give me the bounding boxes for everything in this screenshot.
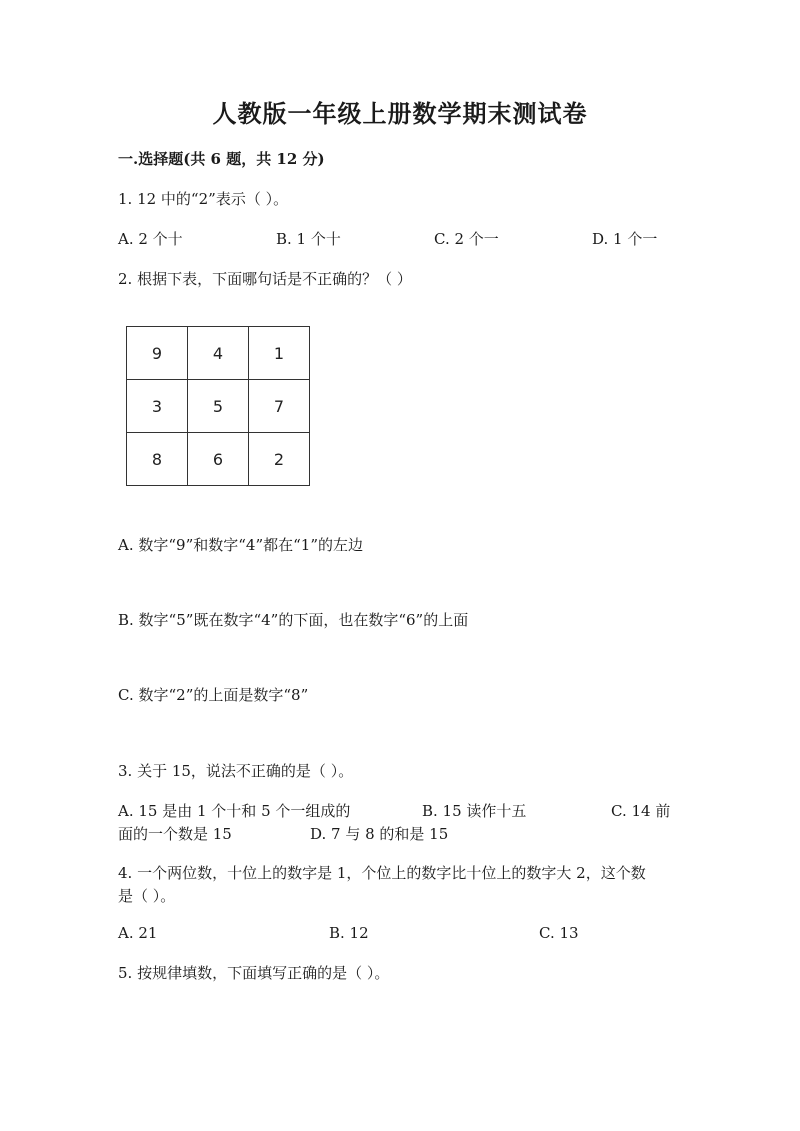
question-1-option-b: B. 1 个十: [276, 230, 341, 248]
question-4-option-c: C. 13: [539, 924, 579, 942]
grid-cell: 2: [249, 433, 310, 486]
grid-cell: 8: [127, 433, 188, 486]
number-grid-table: [126, 326, 310, 486]
question-2-option-a: A. 数字“9”和数字“4”都在“1”的左边: [118, 536, 364, 554]
question-3-option-d: D. 7 与 8 的和是 15: [310, 825, 449, 843]
question-3-option-c: C. 14 前: [611, 802, 671, 820]
question-4-option-a: A. 21: [118, 924, 158, 942]
question-3-option-b: B. 15 读作十五: [422, 802, 527, 820]
question-3-stem: 3. 关于 15，说法不正确的是（ ）。: [118, 762, 354, 780]
question-2-option-b: B. 数字“5”既在数字“4”的下面，也在数字“6”的上面: [118, 611, 469, 629]
grid-cell: 4: [188, 327, 249, 380]
grid-cell: 5: [188, 380, 249, 433]
question-1-option-a: A. 2 个十: [118, 230, 183, 248]
question-4-stem-line-2: 是（ ）。: [118, 887, 176, 905]
question-4-option-b: B. 12: [329, 924, 369, 942]
question-1-option-c: C. 2 个一: [434, 230, 499, 248]
table-row: [127, 380, 310, 433]
section-heading: 一.选择题(共 6 题，共 12 分): [118, 150, 325, 168]
question-2-stem: 2. 根据下表，下面哪句话是不正确的？（ ）: [118, 270, 412, 288]
question-1-stem: 1. 12 中的“2”表示（ ）。: [118, 190, 289, 208]
question-3-option-a: A. 15 是由 1 个十和 5 个一组成的: [118, 802, 351, 820]
table-row: [127, 433, 310, 486]
grid-cell: 7: [249, 380, 310, 433]
question-3-option-c-continued: 面的一个数是 15: [118, 825, 232, 843]
page-title: 人教版一年级上册数学期末测试卷: [212, 99, 588, 128]
grid-cell: 1: [249, 327, 310, 380]
grid-cell: 9: [127, 327, 188, 380]
question-4-stem-line-1: 4. 一个两位数，十位上的数字是 1，个位上的数字比十位上的数字大 2，这个数: [118, 864, 646, 882]
grid-cell: 6: [188, 433, 249, 486]
question-1-option-d: D. 1 个一: [592, 230, 658, 248]
grid-cell: 3: [127, 380, 188, 433]
table-row: [127, 327, 310, 380]
question-2-option-c: C. 数字“2”的上面是数字“8”: [118, 686, 309, 704]
question-5-stem: 5. 按规律填数，下面填写正确的是（ ）。: [118, 964, 390, 982]
